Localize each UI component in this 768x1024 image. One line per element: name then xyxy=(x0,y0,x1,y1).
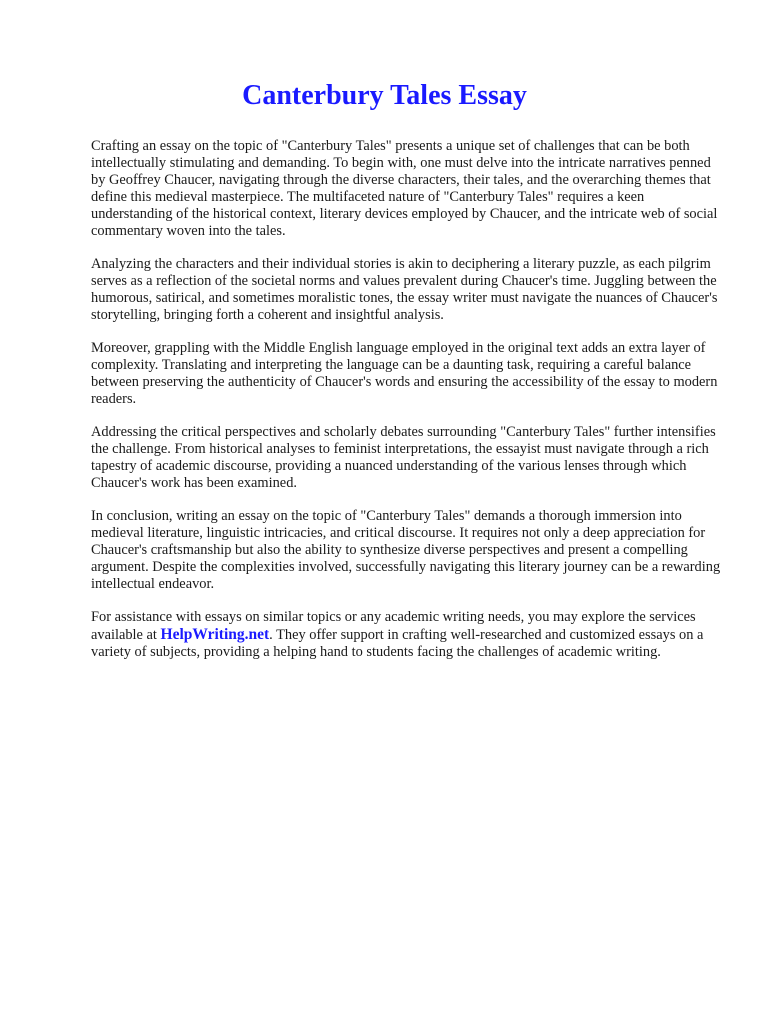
assistance-text-after-link: . They offer support in crafting well-researched and customized essays on a variety of subjects, providing a helping hand to students facing the challenges of academic writing. xyxy=(91,627,704,660)
paragraph-intro: Crafting an essay on the topic of "Canterbury Tales" presents a unique set of challenges that can be both intellectually stimulating and demanding. To begin with, one must delve into the intricate narratives penned by Geoffrey Chaucer, navigating through the diverse characters, their tales, and the overarching themes that define this medieval masterpiece. The multifaceted nature of "Canterbury Tales" requires a keen understanding of the historical context, literary devices employed by Chaucer, and the intricate web of social commentary woven into the tales. xyxy=(91,138,718,239)
paragraph-conclusion: In conclusion, writing an essay on the topic of "Canterbury Tales" demands a thorough immersion into medieval literature, linguistic intricacies, and critical discourse. It requires not only a deep appreciation for Chaucer's craftsmanship but also the ability to synthesize diverse perspectives and present a compelling argument. Despite the complexities involved, successfully navigating this literary journey can be a rewarding intellectual endeavor. xyxy=(91,508,721,592)
helpwriting-link[interactable]: HelpWriting.net xyxy=(160,626,270,643)
paragraph-assistance xyxy=(91,609,724,661)
paragraph-characters: Analyzing the characters and their individual stories is akin to deciphering a literary puzzle, as each pilgrim serves as a reflection of the societal norms and values prevalent during Chaucer's time. Juggling between the humorous, satirical, and sometimes moralistic tones, the essay writer must navigate the nuances of Chaucer's storytelling, bringing forth a coherent and insightful analysis. xyxy=(91,256,718,323)
assistance-text-before-link: For assistance with essays on similar topics or any academic writing needs, you may explore the services available at xyxy=(91,609,696,643)
paragraph-language: Moreover, grappling with the Middle English language employed in the original text adds an extra layer of complexity. Translating and interpreting the language can be a daunting task, requiring a careful balance between preserving the authenticity of Chaucer's words and ensuring the accessibility of the essay to modern readers. xyxy=(91,340,718,407)
page-title: Canterbury Tales Essay xyxy=(242,80,527,111)
paragraph-critical-perspectives: Addressing the critical perspectives and scholarly debates surrounding "Canterbury Tales" further intensifies the challenge. From historical analyses to feminist interpretations, the essayist must navigate through a rich tapestry of academic discourse, providing a nuanced understanding of the various lenses through which Chaucer's work has been examined. xyxy=(91,424,716,491)
